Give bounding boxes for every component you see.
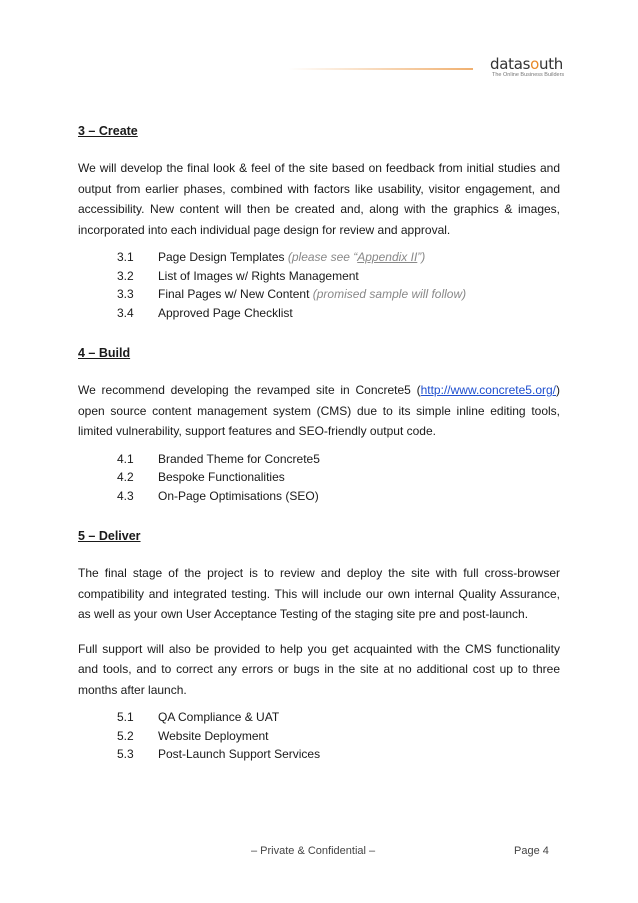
- item-number: 3.1: [117, 250, 134, 264]
- item-number: 3.3: [117, 287, 134, 301]
- item-text: Approved Page Checklist: [158, 305, 293, 320]
- item-number: 5.1: [117, 710, 134, 724]
- list-item: [78, 285, 560, 304]
- section-paragraph: We will develop the final look & feel of the site based on feedback from initial studies and output from earlier phases, combined with factors like usability, visitor engagement, and accessibility. New content will then be created and, along with the graphics & images, incorporated into each individual page design for review and approval.: [78, 161, 560, 237]
- confidential-label: – Private & Confidential –: [251, 845, 376, 857]
- logo-wordmark: datasouth: [490, 55, 563, 73]
- deliverables-list: [78, 248, 560, 322]
- section-heading: 5 – Deliver: [78, 529, 141, 543]
- list-item: [78, 304, 560, 323]
- item-text: List of Images w/ Rights Management: [158, 268, 359, 283]
- section-heading: 4 – Build: [78, 346, 131, 360]
- appendix-link[interactable]: Appendix II: [357, 250, 418, 264]
- concrete5-link[interactable]: http://www.concrete5.org/: [420, 383, 556, 397]
- item-text: Final Pages w/ New Content (promised sample will follow): [158, 287, 467, 301]
- list-item: [78, 487, 560, 506]
- item-text: Bespoke Functionalities: [158, 470, 285, 484]
- item-note: (promised sample will follow): [312, 287, 467, 301]
- list-item: [78, 267, 560, 286]
- item-number: 4.2: [117, 470, 134, 484]
- document-body: [78, 122, 560, 764]
- item-note: (please see “Appendix II”): [287, 250, 426, 264]
- item-number: 4.3: [117, 488, 134, 503]
- item-number: 5.2: [117, 728, 134, 743]
- list-item: [78, 727, 560, 746]
- item-number: 4.1: [117, 451, 134, 466]
- section-create: [78, 122, 560, 322]
- item-text: On-Page Optimisations (SEO): [158, 488, 319, 503]
- deliverables-list: [78, 708, 560, 764]
- list-item: [78, 468, 560, 487]
- section-paragraph: We recommend developing the revamped site in Concrete5 (http://www.concrete5.org/) open source content management system (CMS) due to its simple inline editing tools, limited vulnerability, support features and SEO-friendly output code.: [78, 383, 560, 438]
- section-build: [78, 344, 560, 505]
- item-text: Branded Theme for Concrete5: [158, 451, 320, 466]
- list-item: [78, 248, 560, 267]
- page-number: Page 4: [514, 845, 549, 857]
- list-item: [78, 450, 560, 469]
- item-text: Website Deployment: [158, 728, 269, 743]
- section-paragraph: Full support will also be provided to help you get acquainted with the CMS functionality and tools, and to correct any errors or bugs in the site at no additional cost up to three months after launch.: [78, 641, 560, 697]
- item-text: QA Compliance & UAT: [158, 710, 280, 724]
- item-number: 3.2: [117, 268, 134, 283]
- item-text: Page Design Templates (please see “Appendix II”): [158, 250, 426, 264]
- item-number: 3.4: [117, 305, 134, 320]
- section-deliver: [78, 527, 560, 764]
- section-paragraph: The final stage of the project is to review and deploy the site with full cross-browser compatibility and integrated testing. This will include our own internal Quality Assurance, as well as your own User Acceptance Testing of the staging site pre and post-launch.: [78, 566, 560, 621]
- list-item: [78, 708, 560, 727]
- datasouth-logo: [490, 55, 565, 79]
- item-number: 5.3: [117, 747, 134, 761]
- section-heading: 3 – Create: [78, 124, 138, 138]
- list-item: [78, 745, 560, 764]
- header-rule: [288, 68, 473, 70]
- deliverables-list: [78, 450, 560, 506]
- item-text: Post-Launch Support Services: [158, 747, 321, 761]
- logo-tagline: The Online Business Builders: [492, 72, 565, 78]
